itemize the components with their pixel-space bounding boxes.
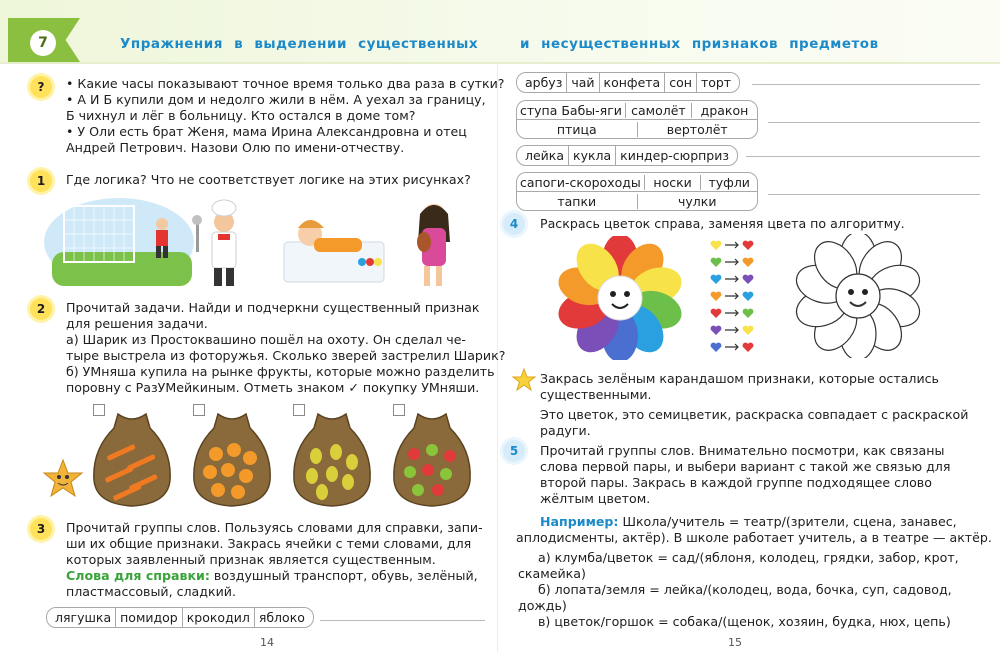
- word-cell[interactable]: туфли: [708, 174, 750, 190]
- star-task-answer: Это цветок, это семицветик, раскраска совпадает с раскраской: [540, 407, 969, 422]
- task1-text: Где логика? Что не соответствует логике на этих рисунках?: [66, 172, 471, 187]
- task3-badge: 3: [30, 518, 52, 540]
- riddle-line: Б чихнул и лёг в больницу. Кто остался в доме том?: [66, 108, 416, 123]
- riddle-line: Андрей Петрович. Назови Олю по имени-отчеству.: [66, 140, 405, 155]
- word-cell[interactable]: арбуз: [521, 73, 567, 92]
- word-cell[interactable]: птица: [517, 122, 638, 137]
- words-box-1: [516, 72, 740, 93]
- page-number-right: 15: [728, 636, 742, 649]
- header-band: [0, 0, 1000, 64]
- sack-apples: [388, 410, 476, 508]
- arrow-right-icon: [725, 327, 738, 333]
- task5-text: [540, 443, 950, 507]
- example-text: Школа/учитель = театр/(зрители, сцена, занавес,: [622, 514, 957, 529]
- heart-to-icon: [743, 292, 754, 301]
- word-cell[interactable]: лягушка: [51, 608, 116, 627]
- heart-to-icon: [743, 343, 754, 352]
- word-cell[interactable]: яблоко: [258, 610, 305, 625]
- option-a-cont: скамейка): [518, 566, 586, 581]
- heart-to-icon: [743, 275, 754, 284]
- heart-from-icon: [711, 309, 722, 318]
- task3-line: которых заявленный признак является существенным.: [66, 552, 436, 567]
- answer-line: [320, 620, 485, 621]
- riddle-line: • У Оли есть брат Женя, мама Ирина Александровна и отец: [66, 124, 467, 139]
- answer-line: [746, 156, 980, 157]
- heart-from-icon: [711, 275, 722, 284]
- task2-badge: 2: [30, 298, 52, 320]
- arrow-right-icon: [725, 276, 738, 282]
- football-picture: [44, 198, 194, 286]
- star-task-line: Закрась зелёным карандашом признаки, которые остались: [540, 371, 939, 386]
- riddle-line: • Какие часы показывают точное время только два раза в сутки?: [66, 76, 505, 91]
- words-box-4: [516, 172, 758, 211]
- outline-flower: [790, 234, 926, 358]
- sack-oranges: [188, 410, 276, 508]
- task3-line: Прочитай группы слов. Пользуясь словами для справки, запи-: [66, 520, 483, 535]
- task2-line: тыре выстрела из фоторужья. Сколько зверей застрелил Шарик?: [66, 348, 506, 363]
- task5-line: Прочитай группы слов. Внимательно посмотри, как связаны: [540, 443, 945, 458]
- reference-words-cont: пластмассовый, сладкий.: [66, 584, 236, 599]
- heart-from-icon: [711, 326, 722, 335]
- star-task-line: существенными.: [540, 387, 652, 402]
- title-right: и несущественных признаков предметов: [520, 36, 879, 52]
- task5-badge: 5: [503, 440, 525, 462]
- word-cell[interactable]: крокодил: [183, 608, 255, 627]
- task2-line: поровну с РазУМейкиным. Отметь знаком ✓ покупку УМняши.: [66, 380, 480, 395]
- word-cell[interactable]: самолёт: [626, 103, 692, 118]
- task5-line: слова первой пары, и выбери вариант с такой же связью для: [540, 459, 951, 474]
- word-cell[interactable]: конфета: [600, 73, 666, 92]
- answer-line: [768, 122, 980, 123]
- option-a: а) клумба/цветок = сад/(яблоня, колодец, грядки, забор, крот,: [538, 550, 959, 565]
- word-cell[interactable]: чай: [567, 73, 599, 92]
- answer-line: [768, 194, 980, 195]
- word-cell[interactable]: лейка: [521, 146, 569, 165]
- title-left: Упражнения в выделении существенных: [120, 36, 479, 52]
- word-cell[interactable]: кукла: [569, 146, 616, 165]
- heart-from-icon: [711, 343, 722, 352]
- task2-line: б) УМняша купила на рынке фрукты, которые можно разделить: [66, 364, 495, 379]
- word-cell[interactable]: ступа Бабы-яги: [517, 103, 626, 118]
- task1-illustrations: [44, 192, 484, 292]
- sack-carrots: [88, 410, 176, 508]
- example-text: аплодисменты, актёр). В школе работает учитель, а в театре — актёр.: [516, 530, 992, 545]
- page-number: 7: [30, 30, 56, 56]
- violin-girl-picture: [417, 204, 450, 286]
- heart-from-icon: [711, 241, 722, 250]
- word-cell[interactable]: сон: [665, 73, 697, 92]
- task3-reference: [66, 568, 483, 584]
- arrow-right-icon: [725, 310, 738, 316]
- riddles: [66, 76, 504, 156]
- sack-pears: [288, 410, 376, 508]
- rainbow-flower: [552, 236, 688, 360]
- girl-drawing-picture: [284, 220, 384, 282]
- reference-label: Слова для справки:: [66, 568, 210, 583]
- heart-to-icon: [743, 326, 754, 335]
- star-icon: [512, 368, 536, 392]
- question-badge: ?: [30, 76, 52, 98]
- star-task-answer: радуги.: [540, 423, 591, 438]
- heart-from-icon: [711, 292, 722, 301]
- word-cell[interactable]: киндер-сюрприз: [620, 148, 730, 163]
- task3-text: [66, 520, 483, 600]
- task2-line: для решения задачи.: [66, 316, 208, 331]
- reference-words: воздушный транспорт, обувь, зелёный,: [213, 568, 478, 583]
- task3-line: ши их общие признаки. Закрась ячейки с теми словами, для: [66, 536, 472, 551]
- words-box-2: [516, 100, 758, 139]
- answer-line: [752, 84, 980, 85]
- heart-to-icon: [743, 309, 754, 318]
- words-box-left: [46, 607, 314, 628]
- option-b-cont: дождь): [518, 598, 567, 613]
- heart-to-icon: [743, 241, 754, 250]
- example-label: Например:: [540, 514, 619, 529]
- word-cell[interactable]: помидор: [116, 608, 183, 627]
- arrow-right-icon: [725, 344, 738, 350]
- task2-text: [66, 300, 505, 396]
- cook-picture: [192, 200, 236, 286]
- word-cell[interactable]: носки: [645, 175, 702, 190]
- arrow-right-icon: [725, 259, 738, 265]
- task5-line: второй пары. Закрась в каждой группе подходящее слово: [540, 475, 932, 490]
- riddle-line: • А И Б купили дом и недолго жили в нём. А уехал за границу,: [66, 92, 486, 107]
- color-algorithm: [708, 238, 758, 358]
- star-task-text: [540, 371, 968, 439]
- task5-example: [516, 514, 992, 546]
- color-algorithm-svg: [708, 238, 758, 358]
- option-c: в) цветок/горшок = собака/(щенок, хозяин, будка, нюх, цепь): [538, 614, 951, 629]
- task4-text: Раскрась цветок справа, заменяя цвета по алгоритму.: [540, 216, 905, 231]
- task1-badge: 1: [30, 170, 52, 192]
- heart-to-icon: [743, 258, 754, 267]
- arrow-right-icon: [725, 293, 738, 299]
- task4-badge: 4: [503, 213, 525, 235]
- option-b: б) лопата/земля = лейка/(колодец, вода, бочка, суп, садовод,: [538, 582, 952, 597]
- task2-line: Прочитай задачи. Найди и подчеркни существенный признак: [66, 300, 480, 315]
- page-number-left: 14: [260, 636, 274, 649]
- word-cell[interactable]: дракон: [700, 102, 749, 118]
- task5-options: [516, 550, 959, 630]
- heart-from-icon: [711, 258, 722, 267]
- word-cell[interactable]: торт: [700, 75, 732, 90]
- word-cell[interactable]: чулки: [678, 193, 717, 209]
- word-cell[interactable]: вертолёт: [666, 121, 728, 137]
- word-cell[interactable]: тапки: [517, 194, 638, 209]
- task2-line: а) Шарик из Простоквашино пошёл на охоту. Он сделал че-: [66, 332, 466, 347]
- task5-line: жёлтым цветом.: [540, 491, 651, 506]
- words-box-3: [516, 145, 738, 166]
- mascot-icon: [42, 458, 84, 500]
- arrow-right-icon: [725, 242, 738, 248]
- word-cell[interactable]: сапоги-скороходы: [517, 175, 645, 190]
